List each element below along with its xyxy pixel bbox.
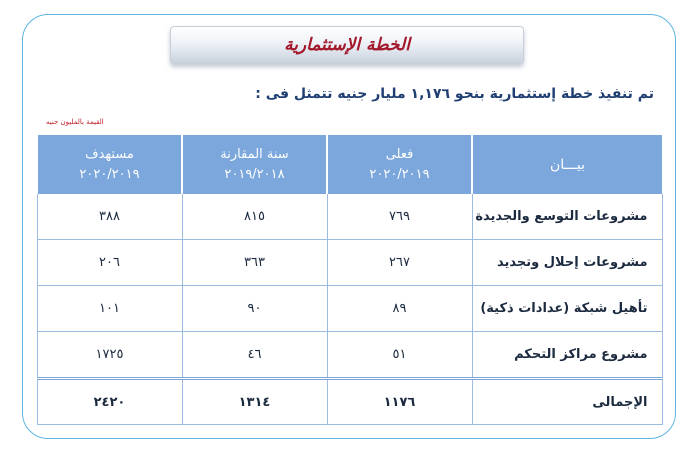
header-comparison: [182, 135, 327, 194]
table-row: [37, 240, 662, 286]
header-target-label: مستهدف: [85, 146, 134, 162]
cell-actual: ٥١: [327, 332, 472, 379]
table-row: [37, 332, 662, 379]
cell-comparison: ٤٦: [182, 332, 327, 379]
title-banner: [170, 26, 524, 64]
cell-comparison: ٩٠: [182, 286, 327, 332]
table-row: [37, 286, 662, 332]
header-actual-label: فعلى: [385, 146, 414, 162]
unit-note: القيمة بالمليون جنيه: [46, 118, 104, 126]
header-comparison-period: ٢٠١٩/٢٠١٨: [224, 166, 285, 182]
table-row: [37, 194, 662, 240]
page-title: الخطة الإستثمارية: [284, 35, 410, 55]
header-actual-period: ٢٠٢٠/٢٠١٩: [369, 166, 430, 182]
total-target: ٢٤٢٠: [37, 379, 182, 425]
cell-comparison: ٣٦٣: [182, 240, 327, 286]
header-statement-label: بيـــان: [550, 156, 585, 173]
cell-actual: ٧٦٩: [327, 194, 472, 240]
header-statement: [472, 135, 662, 194]
header-target-period: ٢٠٢٠/٢٠١٩: [79, 166, 140, 182]
cell-target: ٢٠٦: [37, 240, 182, 286]
cell-actual: ٨٩: [327, 286, 472, 332]
cell-target: ١٠١: [37, 286, 182, 332]
cell-target: ١٧٢٥: [37, 332, 182, 379]
row-label: مشروع مراكز التحكم: [472, 332, 662, 379]
header-target: [37, 135, 182, 194]
total-label: الإجمالى: [472, 379, 662, 425]
cell-comparison: ٨١٥: [182, 194, 327, 240]
header-actual: [327, 135, 472, 194]
total-comparison: ١٣١٤: [182, 379, 327, 425]
investment-table: [36, 135, 663, 425]
table-header-row: [37, 135, 662, 194]
total-actual: ١١٧٦: [327, 379, 472, 425]
intro-text: تم تنفيذ خطة إستثمارية بنحو ١,١٧٦ مليار جنيه تتمثل فى :: [255, 86, 654, 102]
cell-actual: ٢٦٧: [327, 240, 472, 286]
row-label: تأهيل شبكة (عدادات ذكية): [472, 286, 662, 332]
row-label: مشروعات إحلال وتجديد: [472, 240, 662, 286]
row-label: مشروعات التوسع والجديدة: [472, 194, 662, 240]
cell-target: ٣٨٨: [37, 194, 182, 240]
header-comparison-label: سنة المقارنة: [220, 146, 289, 162]
total-row: [37, 379, 662, 425]
